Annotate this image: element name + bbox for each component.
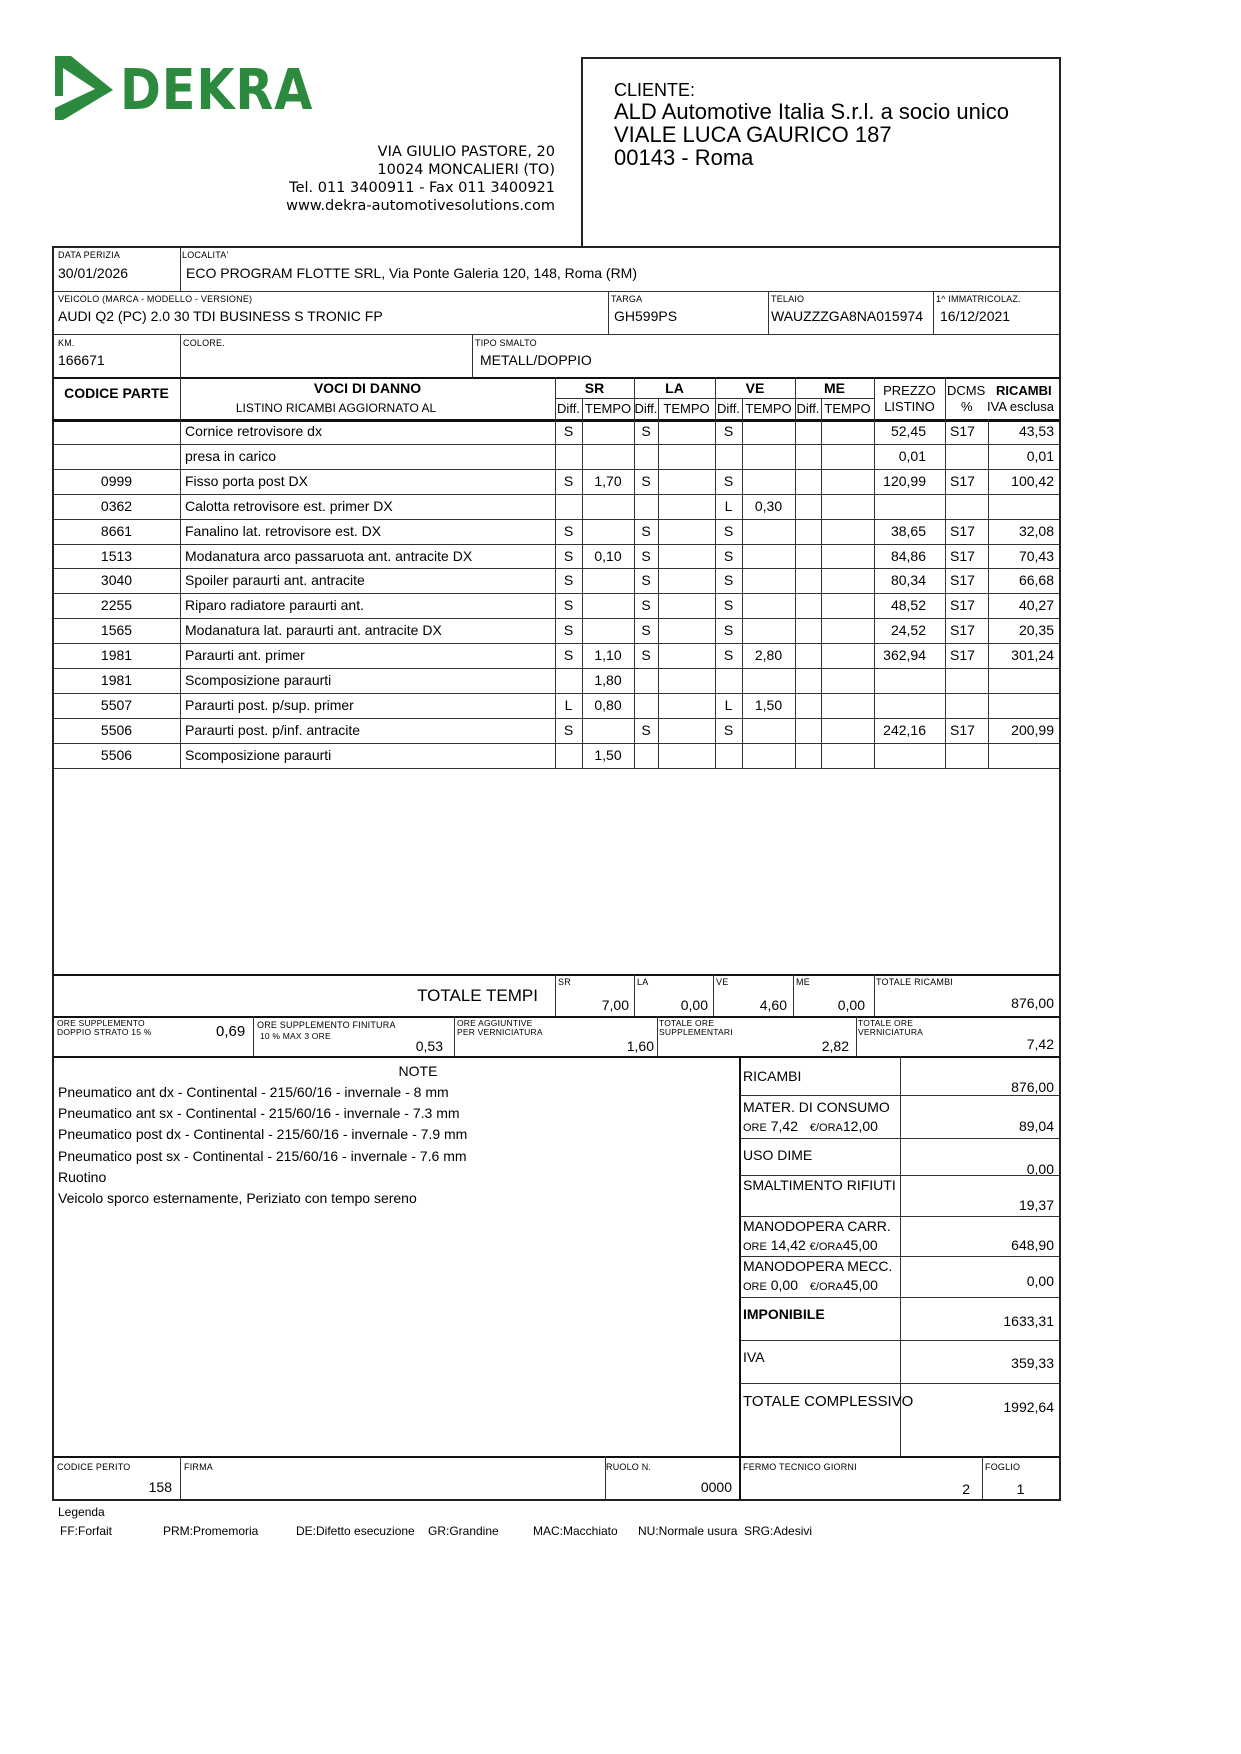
- cell-ricambi: 200,99: [1011, 722, 1054, 738]
- firma-label: FIRMA: [184, 1462, 213, 1472]
- client-street: VIALE LUCA GAURICO 187: [614, 122, 892, 147]
- riep-imponibile-label: IMPONIBILE: [743, 1306, 825, 1322]
- cell-sr-diff: S: [563, 523, 574, 539]
- cell-ricambi: 70,43: [1018, 548, 1054, 564]
- client-name: ALD Automotive Italia S.r.l. a socio unico: [614, 99, 1009, 124]
- col-me-tempo: TEMPO: [824, 401, 871, 416]
- cell-codice: 3040: [100, 572, 133, 588]
- riep-mecc-detail: [743, 1277, 878, 1293]
- ore-label: ORE: [743, 1281, 767, 1293]
- veicolo-value: AUDI Q2 (PC) 2.0 30 TDI BUSINESS S TRONIC FP: [58, 308, 383, 324]
- tot-sr-label: SR: [558, 977, 571, 987]
- cell-la-diff: S: [641, 622, 651, 638]
- cell-sr-diff: S: [563, 722, 574, 738]
- riep-carr-value: 648,90: [1011, 1237, 1054, 1253]
- supp-doppio-label-line1: ORE SUPPLEMENTO: [57, 1018, 145, 1028]
- col-sr: SR: [584, 380, 605, 396]
- ore-label: ORE: [743, 1122, 767, 1134]
- cell-voce: Calotta retrovisore est. primer DX: [185, 498, 393, 514]
- legenda-item: FF:Forfait: [60, 1524, 113, 1538]
- cell-sr-tempo: 1,10: [594, 647, 622, 663]
- cell-ve-diff: S: [723, 548, 734, 564]
- cell-codice: 2255: [100, 597, 133, 613]
- legenda-item: DE:Difetto esecuzione: [296, 1524, 415, 1538]
- cell-sr-tempo: 1,50: [594, 747, 622, 763]
- cell-la-diff: S: [641, 523, 651, 539]
- note-line: Ruotino: [58, 1168, 107, 1185]
- cell-codice: 5506: [100, 722, 133, 738]
- col-prezzo: PREZZO: [883, 383, 936, 398]
- riep-mecc-label: MANODOPERA MECC.: [743, 1258, 893, 1274]
- cell-prezzo: 24,52: [890, 622, 926, 638]
- cell-voce: Fisso porta post DX: [185, 473, 308, 489]
- cell-ricambi: 301,24: [1011, 647, 1054, 663]
- note-line: Pneumatico post dx - Continental - 215/60/16 - invernale - 7.9 mm: [58, 1126, 468, 1143]
- col-la-tempo: TEMPO: [663, 401, 710, 416]
- cell-dcms: S17: [950, 622, 975, 638]
- tot-la-label: LA: [637, 977, 649, 987]
- cell-ricambi: 20,35: [1018, 622, 1054, 638]
- riep-carr-detail: [743, 1237, 878, 1253]
- col-sr-tempo: TEMPO: [584, 401, 632, 416]
- address-line: VIA GIULIO PASTORE, 20: [377, 144, 555, 160]
- cell-ricambi: 0,01: [1026, 448, 1054, 464]
- cell-voce: presa in carico: [185, 448, 277, 464]
- carr-ore: 14,42: [770, 1237, 806, 1253]
- cell-prezzo: 0,01: [898, 448, 926, 464]
- riep-consumo-value: 89,04: [1018, 1118, 1054, 1134]
- cell-ve-diff: S: [723, 622, 734, 638]
- cell-codice: 1981: [100, 647, 133, 663]
- rate-label: €/ORA: [809, 1281, 843, 1293]
- riep-ricambi-label: RICAMBI: [743, 1068, 802, 1084]
- col-listino-sub: LISTINO: [884, 399, 935, 414]
- col-la: LA: [665, 380, 684, 396]
- immatricolazione-label: 1^ IMMATRICOLAZ.: [936, 294, 1021, 304]
- aggiuntive-value: 1,60: [626, 1038, 654, 1054]
- colore-label: COLORE.: [183, 338, 225, 348]
- cell-la-diff: S: [641, 722, 651, 738]
- targa-value: GH599PS: [614, 308, 678, 324]
- riep-ricambi-value: 876,00: [1011, 1079, 1054, 1095]
- codice-perito-value: 158: [148, 1479, 172, 1495]
- riep-iva-label: IVA: [743, 1349, 765, 1365]
- tot-vern-label: [858, 1019, 923, 1037]
- tot-sr-value: 7,00: [601, 997, 629, 1013]
- aggiuntive-label-line1: ORE AGGIUNTIVE: [457, 1018, 533, 1028]
- cell-sr-tempo: 1,70: [594, 473, 622, 489]
- cell-voce: Paraurti post. p/inf. antracite: [185, 722, 361, 738]
- cell-la-diff: S: [641, 647, 651, 663]
- col-codice-parte: CODICE PARTE: [64, 385, 169, 401]
- tot-vern-value: 7,42: [1026, 1036, 1054, 1052]
- totale-tempi-label: TOTALE TEMPI: [417, 986, 538, 1005]
- cell-ve-diff: L: [724, 498, 733, 514]
- cell-prezzo: 38,65: [890, 523, 926, 539]
- cell-codice: 1513: [100, 548, 133, 564]
- cell-dcms: S17: [950, 523, 975, 539]
- note-title: NOTE: [398, 1063, 438, 1079]
- cell-la-diff: S: [641, 423, 651, 439]
- tipo-smalto-value: METALL/DOPPIO: [480, 352, 592, 368]
- rate-label: €/ORA: [809, 1241, 843, 1253]
- cell-dcms: S17: [950, 722, 975, 738]
- cell-sr-tempo: 0,10: [594, 548, 622, 564]
- cell-codice: 0362: [100, 498, 133, 514]
- cell-sr-diff: S: [563, 572, 574, 588]
- riep-carr-label: MANODOPERA CARR.: [743, 1218, 891, 1234]
- consumo-rate: 12,00: [842, 1118, 878, 1134]
- col-ricambi: RICAMBI: [996, 383, 1052, 398]
- col-sr-diff: Diff.: [557, 401, 580, 416]
- cell-codice: 1981: [100, 672, 133, 688]
- tot-me-label: ME: [796, 977, 810, 987]
- mecc-rate: 45,00: [842, 1277, 878, 1293]
- consumo-ore: 7,42: [770, 1118, 798, 1134]
- cell-prezzo: 120,99: [883, 473, 926, 489]
- col-ve-diff: Diff.: [717, 401, 740, 416]
- legenda-item: MAC:Macchiato: [533, 1524, 618, 1538]
- legenda-item: NU:Normale usura: [638, 1524, 738, 1538]
- tot-vern-label-line1: TOTALE ORE: [858, 1018, 914, 1028]
- supp-doppio-label-line2: DOPPIO STRATO 15 %: [57, 1027, 152, 1037]
- cell-la-diff: S: [641, 597, 651, 613]
- cell-ricambi: 66,68: [1018, 572, 1054, 588]
- cell-sr-tempo: 0,80: [594, 697, 622, 713]
- cell-ve-diff: L: [724, 697, 733, 713]
- cell-codice: 5507: [100, 697, 133, 713]
- cell-dcms: S17: [950, 548, 975, 564]
- col-ve: VE: [745, 380, 765, 396]
- cell-prezzo: 84,86: [890, 548, 926, 564]
- legenda-title: Legenda: [58, 1505, 105, 1519]
- supp-finitura-sublabel: 10 % MAX 3 ORE: [260, 1031, 331, 1041]
- targa-label: TARGA: [611, 294, 643, 304]
- cell-dcms: S17: [950, 423, 975, 439]
- riep-dime-value: 0,00: [1026, 1161, 1054, 1177]
- cell-sr-diff: S: [563, 647, 574, 663]
- website-link[interactable]: www.dekra-automotivesolutions.com: [286, 198, 555, 214]
- legenda-item: GR:Grandine: [428, 1524, 499, 1538]
- cell-voce: Scomposizione paraurti: [185, 747, 332, 763]
- cell-la-diff: S: [641, 473, 651, 489]
- cell-dcms: S17: [950, 572, 975, 588]
- cell-sr-diff: S: [563, 473, 574, 489]
- cell-sr-diff: S: [563, 597, 574, 613]
- riep-totale-label: TOTALE COMPLESSIVO: [743, 1393, 914, 1410]
- aggiuntive-label: [457, 1019, 543, 1037]
- cell-ricambi: 40,27: [1018, 597, 1054, 613]
- cell-ricambi: 32,08: [1018, 523, 1054, 539]
- telaio-label: TELAIO: [771, 294, 805, 304]
- tot-ve-label: VE: [716, 977, 729, 987]
- riep-totale-value: 1992,64: [1003, 1399, 1054, 1415]
- tot-supp-label: [659, 1019, 733, 1037]
- client-city: 00143 - Roma: [614, 145, 754, 170]
- col-me-diff: Diff.: [796, 401, 820, 416]
- cell-voce: Scomposizione paraurti: [185, 672, 332, 688]
- cell-sr-diff: S: [563, 423, 574, 439]
- tot-la-value: 0,00: [680, 997, 708, 1013]
- cell-dcms: S17: [950, 647, 975, 663]
- ruolo-value: 0000: [700, 1479, 732, 1495]
- cell-ve-tempo: 2,80: [754, 647, 783, 663]
- cell-ve-diff: S: [723, 423, 734, 439]
- col-voci-di-danno: VOCI DI DANNO: [313, 380, 422, 396]
- cell-dcms: S17: [950, 597, 975, 613]
- fermo-value: 2: [962, 1481, 970, 1497]
- note-line: Pneumatico ant dx - Continental - 215/60/16 - invernale - 8 mm: [58, 1084, 449, 1100]
- riep-dime-label: USO DIME: [743, 1147, 813, 1163]
- ore-label: ORE: [743, 1241, 767, 1253]
- foglio-label: FOGLIO: [985, 1462, 1021, 1472]
- carr-rate: 45,00: [842, 1237, 878, 1253]
- client-box: [581, 57, 1061, 248]
- cell-ve-diff: S: [723, 597, 734, 613]
- cell-prezzo: 242,16: [883, 722, 926, 738]
- cell-la-diff: S: [641, 548, 651, 564]
- cell-codice: 8661: [100, 523, 133, 539]
- cell-ricambi: 43,53: [1018, 423, 1054, 439]
- tot-supp-label-line1: TOTALE ORE: [659, 1018, 715, 1028]
- col-ve-tempo: TEMPO: [745, 401, 792, 416]
- tot-vern-label-line2: VERNICIATURA: [858, 1027, 924, 1037]
- riep-mecc-value: 0,00: [1026, 1273, 1054, 1289]
- col-me: ME: [824, 380, 845, 396]
- address-line: 10024 MONCALIERI (TO): [377, 162, 555, 178]
- cell-codice: 5506: [100, 747, 133, 763]
- cell-prezzo: 80,34: [890, 572, 926, 588]
- cell-voce: Modanatura arco passaruota ant. antracite DX: [185, 548, 473, 564]
- rate-label: €/ORA: [809, 1122, 843, 1134]
- codice-perito-label: CODICE PERITO: [57, 1462, 131, 1472]
- riep-consumo-detail: [743, 1118, 878, 1134]
- supp-finitura-label: ORE SUPPLEMENTO FINITURA: [257, 1020, 396, 1030]
- aggiuntive-label-line2: PER VERNICIATURA: [457, 1027, 543, 1037]
- cell-voce: Riparo radiatore paraurti ant.: [185, 597, 364, 613]
- col-listino: LISTINO RICAMBI AGGIORNATO AL: [235, 401, 437, 415]
- legenda-item: SRG:Adesivi: [744, 1524, 813, 1538]
- cell-ricambi: 100,42: [1011, 473, 1054, 489]
- tot-supp-label-line2: SUPPLEMENTARI: [659, 1027, 733, 1037]
- tot-me-value: 0,00: [837, 997, 865, 1013]
- telaio-value: WAUZZZGA8NA015974: [771, 308, 923, 324]
- tot-ricambi-value: 876,00: [1011, 995, 1054, 1011]
- cell-ve-tempo: 1,50: [754, 697, 783, 713]
- cell-codice: 1565: [100, 622, 133, 638]
- cell-prezzo: 48,52: [890, 597, 926, 613]
- col-ricambi-iva: IVA esclusa: [987, 399, 1054, 414]
- localita-value: ECO PROGRAM FLOTTE SRL, Via Ponte Galeria 120, 148, Roma (RM): [186, 265, 638, 281]
- km-label: KM.: [58, 338, 75, 348]
- mecc-ore: 0,00: [770, 1277, 798, 1293]
- riep-rifiuti-value: 19,37: [1018, 1197, 1054, 1213]
- supp-doppio-label: [57, 1019, 151, 1037]
- riep-iva-value: 359,33: [1011, 1355, 1054, 1371]
- note-line: Pneumatico post sx - Continental - 215/60/16 - invernale - 7.6 mm: [58, 1147, 467, 1164]
- km-value: 166671: [58, 352, 105, 368]
- cell-codice: 0999: [100, 473, 133, 489]
- client-label: CLIENTE:: [614, 80, 696, 100]
- firma-field[interactable]: [184, 1474, 602, 1498]
- data-perizia-value: 30/01/2026: [58, 265, 129, 281]
- data-perizia-label: DATA PERIZIA: [58, 250, 121, 260]
- cell-la-diff: S: [641, 572, 651, 588]
- immatricolazione-value: 16/12/2021: [940, 308, 1011, 324]
- cell-voce: Spoiler paraurti ant. antracite: [185, 572, 365, 588]
- supp-finitura-value: 0,53: [415, 1038, 443, 1054]
- fermo-label: FERMO TECNICO GIORNI: [743, 1462, 857, 1472]
- phone-fax-line: Tel. 011 3400911 - Fax 011 3400921: [289, 180, 555, 196]
- cell-ve-diff: S: [723, 722, 734, 738]
- col-la-diff: Diff.: [634, 401, 658, 416]
- ruolo-label: RUOLO N.: [606, 1462, 652, 1472]
- cell-ve-diff: S: [723, 473, 734, 489]
- dekra-chevron-icon: [55, 56, 113, 120]
- tot-supp-value: 2,82: [821, 1038, 849, 1054]
- tot-ricambi-label: TOTALE RICAMBI: [876, 977, 953, 987]
- note-line: Veicolo sporco esternamente, Periziato con tempo sereno: [58, 1190, 417, 1206]
- col-dcms-pct: %: [961, 399, 973, 414]
- note-line: Pneumatico ant sx - Continental - 215/60/16 - invernale - 7.3 mm: [58, 1105, 460, 1122]
- tipo-smalto-label: TIPO SMALTO: [475, 338, 537, 348]
- legenda-item: PRM:Promemoria: [163, 1524, 259, 1538]
- col-dcms: DCMS: [947, 383, 986, 398]
- riep-rifiuti-label: SMALTIMENTO RIFIUTI: [743, 1177, 896, 1193]
- cell-prezzo: 52,45: [890, 423, 926, 439]
- cell-ve-diff: S: [723, 572, 734, 588]
- cell-sr-diff: L: [564, 697, 573, 713]
- cell-voce: Cornice retrovisore dx: [185, 423, 322, 439]
- tot-ve-value: 4,60: [759, 997, 787, 1013]
- cell-ve-diff: S: [723, 523, 734, 539]
- cell-voce: Fanalino lat. retrovisore est. DX: [185, 523, 382, 539]
- cell-sr-tempo: 1,80: [594, 672, 622, 688]
- cell-ve-diff: S: [723, 647, 734, 663]
- localita-label: LOCALITA': [182, 250, 229, 260]
- cell-ve-tempo: 0,30: [754, 498, 783, 514]
- veicolo-label: VEICOLO (MARCA - MODELLO - VERSIONE): [58, 294, 253, 304]
- riep-imponibile-value: 1633,31: [1003, 1313, 1054, 1329]
- riep-consumo-label: MATER. DI CONSUMO: [743, 1099, 890, 1115]
- cell-voce: Paraurti post. p/sup. primer: [185, 697, 354, 713]
- cell-voce: Modanatura lat. paraurti ant. antracite DX: [185, 622, 442, 638]
- cell-prezzo: 362,94: [883, 647, 926, 663]
- cell-dcms: S17: [950, 473, 975, 489]
- cell-voce: Paraurti ant. primer: [185, 647, 305, 663]
- dekra-wordmark: DEKRA: [120, 58, 314, 123]
- cell-sr-diff: S: [563, 622, 574, 638]
- supp-doppio-value: 0,69: [216, 1023, 246, 1040]
- cell-sr-diff: S: [563, 548, 574, 564]
- foglio-value: 1: [1016, 1481, 1025, 1497]
